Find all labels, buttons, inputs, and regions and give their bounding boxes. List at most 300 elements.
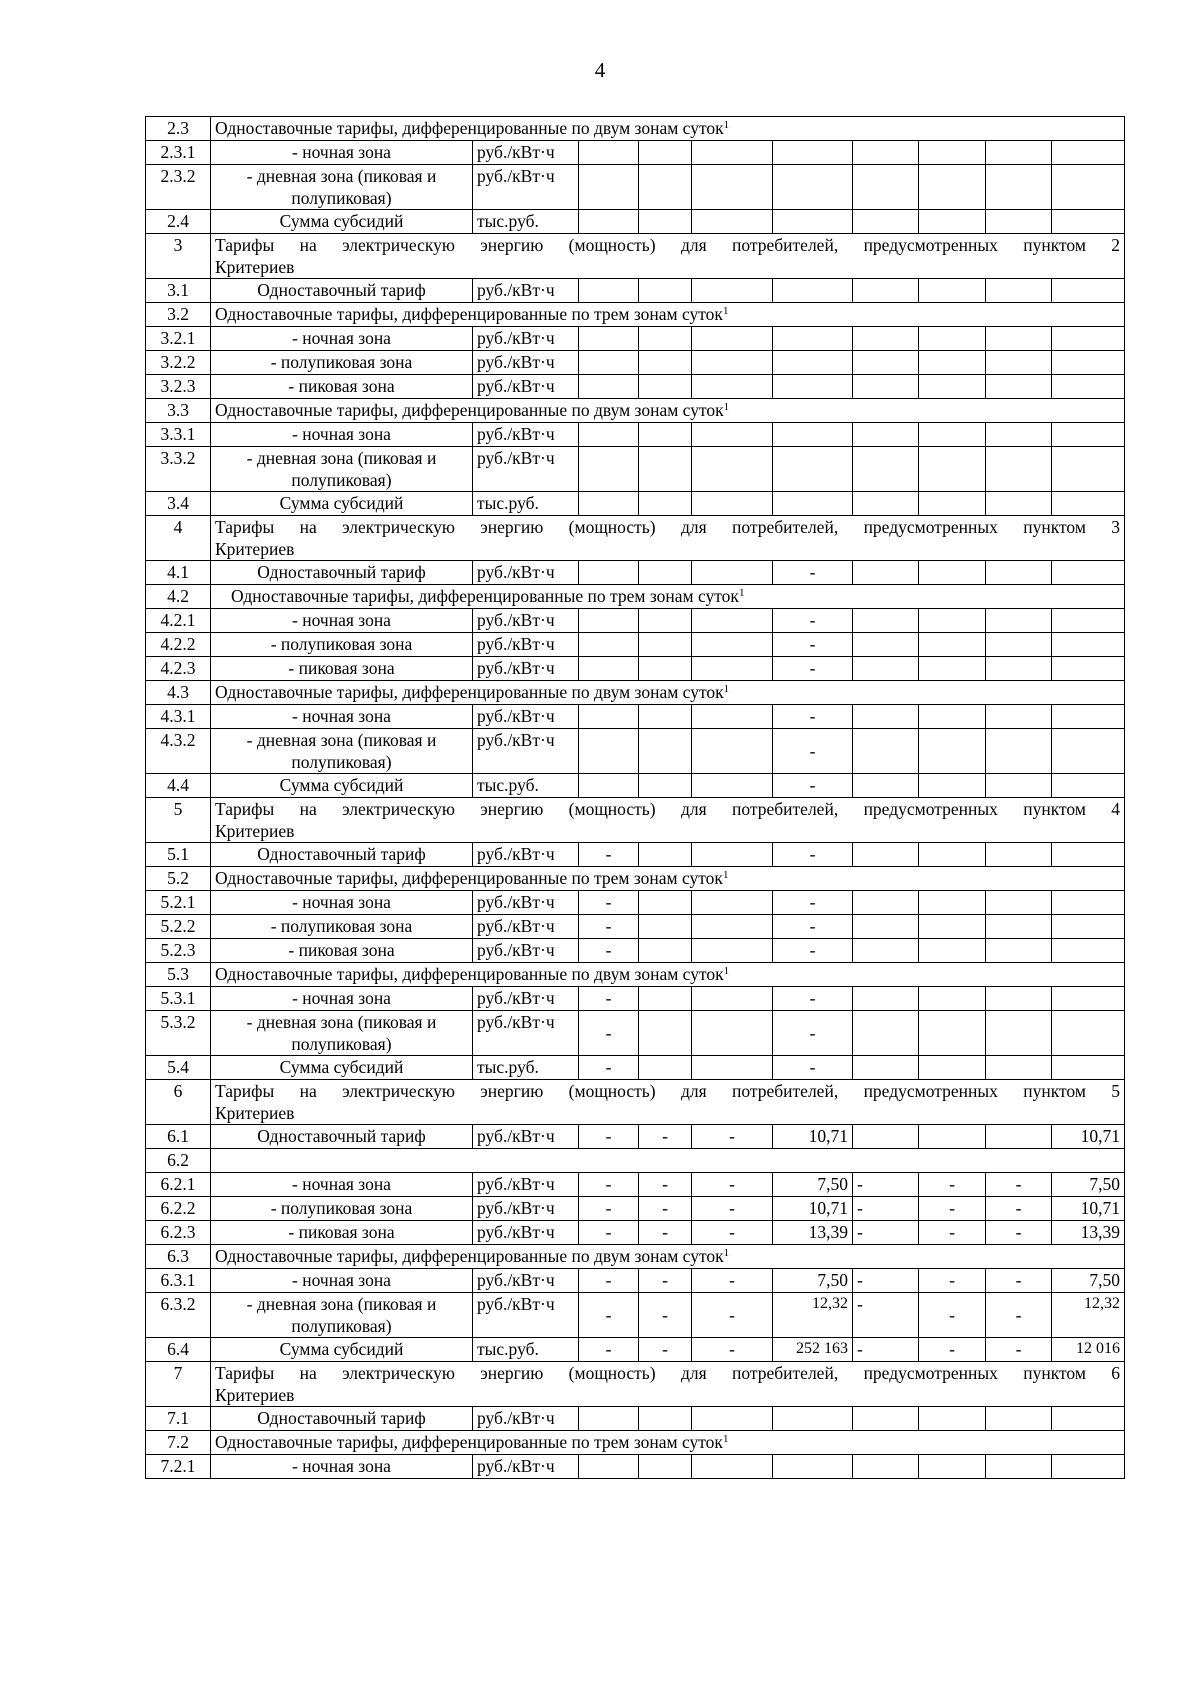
row-name-cell: - полупиковая зона xyxy=(211,915,473,939)
row-number-cell: 6.3.1 xyxy=(146,1269,211,1293)
value-cell: - xyxy=(692,1338,773,1362)
table-row xyxy=(146,399,1125,423)
value-cell xyxy=(919,423,986,447)
table-row xyxy=(146,609,1125,633)
value-cell xyxy=(692,1056,773,1080)
value-cell xyxy=(692,279,773,303)
value-cell xyxy=(853,492,919,516)
value-cell: - xyxy=(639,1197,692,1221)
value-cell xyxy=(853,561,919,585)
row-number-cell: 7 xyxy=(146,1362,211,1407)
value-cell: - xyxy=(579,987,639,1011)
section-heading-cell xyxy=(211,303,1125,327)
table-row xyxy=(146,1269,1125,1293)
value-cell: - xyxy=(773,843,853,867)
section-heading-text: Тарифы на электрическую энергию (мощность) для потребителей, предусмотренных пунктом 4 xyxy=(215,799,1121,819)
section-heading-text: Одноставочные тарифы, дифференцированные по двум зонам суток xyxy=(215,400,724,420)
value-cell: - xyxy=(773,561,853,585)
value-cell xyxy=(692,210,773,234)
value-cell xyxy=(986,561,1052,585)
row-number-cell: 5.3.1 xyxy=(146,987,211,1011)
table-row xyxy=(146,327,1125,351)
value-cell: - xyxy=(853,1338,919,1362)
unit-cell: руб./кВт·ч xyxy=(473,609,579,633)
table-row xyxy=(146,729,1125,774)
unit-cell: руб./кВт·ч xyxy=(473,1455,579,1479)
table-row xyxy=(146,561,1125,585)
value-cell xyxy=(1052,492,1125,516)
value-cell: 12 016 xyxy=(1052,1338,1125,1362)
section-heading-cell xyxy=(211,1431,1125,1455)
value-cell xyxy=(986,1011,1052,1056)
row-number-cell: 5.1 xyxy=(146,843,211,867)
value-cell xyxy=(919,375,986,399)
value-cell xyxy=(692,705,773,729)
table-row xyxy=(146,516,1125,561)
value-cell xyxy=(1052,843,1125,867)
value-cell xyxy=(986,165,1052,210)
value-cell xyxy=(919,1455,986,1479)
value-cell xyxy=(639,492,692,516)
value-cell xyxy=(639,609,692,633)
table-row xyxy=(146,939,1125,963)
value-cell xyxy=(919,165,986,210)
value-cell xyxy=(853,891,919,915)
value-cell: 10,71 xyxy=(773,1125,853,1149)
row-name-cell: Сумма субсидий xyxy=(211,1338,473,1362)
value-cell xyxy=(986,210,1052,234)
value-cell xyxy=(692,447,773,492)
value-cell xyxy=(1052,1056,1125,1080)
row-name-cell: - ночная зона xyxy=(211,891,473,915)
value-cell: - xyxy=(579,843,639,867)
value-cell xyxy=(692,939,773,963)
value-cell: - xyxy=(986,1338,1052,1362)
section-heading-cell xyxy=(211,963,1125,987)
value-cell xyxy=(692,891,773,915)
value-cell xyxy=(986,657,1052,681)
table-row xyxy=(146,141,1125,165)
value-cell xyxy=(639,987,692,1011)
value-cell xyxy=(639,657,692,681)
unit-cell: руб./кВт·ч xyxy=(473,891,579,915)
section-heading-text: Одноставочные тарифы, дифференцированные по двум зонам суток xyxy=(215,682,724,702)
unit-cell: тыс.руб. xyxy=(473,210,579,234)
table-row xyxy=(146,867,1125,891)
value-cell: - xyxy=(692,1293,773,1338)
table-row xyxy=(146,1221,1125,1245)
value-cell xyxy=(639,210,692,234)
value-cell xyxy=(919,939,986,963)
value-cell xyxy=(692,141,773,165)
unit-cell: тыс.руб. xyxy=(473,492,579,516)
value-cell xyxy=(919,1056,986,1080)
row-number-cell: 5.3 xyxy=(146,963,211,987)
value-cell xyxy=(919,447,986,492)
value-cell: - xyxy=(579,1197,639,1221)
value-cell xyxy=(1052,1455,1125,1479)
table-row xyxy=(146,963,1125,987)
value-cell xyxy=(639,1455,692,1479)
value-cell: - xyxy=(692,1197,773,1221)
value-cell: - xyxy=(853,1293,919,1338)
value-cell xyxy=(639,1407,692,1431)
value-cell: - xyxy=(853,1269,919,1293)
unit-cell: руб./кВт·ч xyxy=(473,705,579,729)
value-cell xyxy=(919,1011,986,1056)
value-cell: - xyxy=(579,891,639,915)
value-cell xyxy=(692,561,773,585)
value-cell xyxy=(579,729,639,774)
unit-cell: руб./кВт·ч xyxy=(473,351,579,375)
section-heading-cell xyxy=(211,585,1125,609)
section-heading-text: Тарифы на электрическую энергию (мощность) для потребителей, предусмотренных пунктом 3 xyxy=(215,517,1121,537)
value-cell xyxy=(773,1455,853,1479)
value-cell xyxy=(986,447,1052,492)
value-cell: - xyxy=(579,1173,639,1197)
value-cell xyxy=(986,1407,1052,1431)
row-name-cell: - ночная зона xyxy=(211,609,473,633)
value-cell xyxy=(1052,1011,1125,1056)
unit-cell: руб./кВт·ч xyxy=(473,327,579,351)
value-cell xyxy=(919,210,986,234)
section-heading-cell xyxy=(211,798,1125,843)
value-cell xyxy=(1052,657,1125,681)
value-cell xyxy=(986,939,1052,963)
value-cell xyxy=(692,609,773,633)
row-name-cell: - ночная зона xyxy=(211,1173,473,1197)
value-cell xyxy=(919,351,986,375)
value-cell: - xyxy=(986,1293,1052,1338)
footnote-marker: 1 xyxy=(722,1433,729,1445)
value-cell xyxy=(639,1011,692,1056)
value-cell xyxy=(579,705,639,729)
row-number-cell: 3 xyxy=(146,234,211,279)
value-cell xyxy=(986,705,1052,729)
table-row xyxy=(146,915,1125,939)
table-row xyxy=(146,657,1125,681)
section-heading-text: Одноставочные тарифы, дифференцированные по двум зонам суток xyxy=(215,1246,724,1266)
value-cell xyxy=(692,1455,773,1479)
value-cell xyxy=(1052,351,1125,375)
value-cell: - xyxy=(986,1221,1052,1245)
value-cell: - xyxy=(919,1269,986,1293)
section-heading-text: Одноставочные тарифы, дифференцированные по трем зонам суток xyxy=(231,586,739,606)
table-row xyxy=(146,1293,1125,1338)
section-heading-text: Одноставочные тарифы, дифференцированные по двум зонам суток xyxy=(215,964,724,984)
footnote-marker: 1 xyxy=(723,965,730,977)
unit-cell: руб./кВт·ч xyxy=(473,1407,579,1431)
table-row xyxy=(146,1362,1125,1407)
row-name-cell: - пиковая зона xyxy=(211,657,473,681)
value-cell xyxy=(853,774,919,798)
value-cell xyxy=(639,141,692,165)
unit-cell: руб./кВт·ч xyxy=(473,1197,579,1221)
value-cell xyxy=(853,423,919,447)
unit-cell: руб./кВт·ч xyxy=(473,1293,579,1338)
value-cell xyxy=(639,705,692,729)
value-cell xyxy=(1052,210,1125,234)
row-name-cell: Одноставочный тариф xyxy=(211,843,473,867)
section-heading-text-continued: Критериев xyxy=(215,1385,295,1405)
value-cell xyxy=(1052,729,1125,774)
table-row xyxy=(146,165,1125,210)
row-number-cell: 5.3.2 xyxy=(146,1011,211,1056)
row-number-cell: 5.2.3 xyxy=(146,939,211,963)
value-cell: 252 163 xyxy=(773,1338,853,1362)
value-cell xyxy=(773,165,853,210)
value-cell xyxy=(853,327,919,351)
value-cell xyxy=(692,1011,773,1056)
value-cell xyxy=(853,1011,919,1056)
value-cell: - xyxy=(773,891,853,915)
value-cell xyxy=(639,1056,692,1080)
row-number-cell: 4.3 xyxy=(146,681,211,705)
unit-cell: руб./кВт·ч xyxy=(473,423,579,447)
value-cell xyxy=(919,657,986,681)
value-cell xyxy=(1052,915,1125,939)
unit-cell: руб./кВт·ч xyxy=(473,561,579,585)
value-cell: 7,50 xyxy=(773,1269,853,1293)
row-name-cell: - ночная зона xyxy=(211,987,473,1011)
value-cell xyxy=(1052,633,1125,657)
row-number-cell: 2.3.2 xyxy=(146,165,211,210)
row-name-cell: - полупиковая зона xyxy=(211,351,473,375)
row-number-cell: 3.2.1 xyxy=(146,327,211,351)
row-name-cell: - ночная зона xyxy=(211,1455,473,1479)
value-cell xyxy=(853,1125,919,1149)
value-cell xyxy=(986,609,1052,633)
value-cell xyxy=(1052,561,1125,585)
value-cell xyxy=(639,891,692,915)
row-number-cell: 5.2.2 xyxy=(146,915,211,939)
value-cell xyxy=(1052,705,1125,729)
value-cell xyxy=(579,141,639,165)
row-number-cell: 7.1 xyxy=(146,1407,211,1431)
unit-cell: руб./кВт·ч xyxy=(473,915,579,939)
value-cell xyxy=(986,729,1052,774)
row-name-cell: - ночная зона xyxy=(211,141,473,165)
value-cell xyxy=(773,141,853,165)
value-cell xyxy=(919,633,986,657)
value-cell xyxy=(986,843,1052,867)
value-cell xyxy=(1052,447,1125,492)
value-cell: - xyxy=(692,1221,773,1245)
value-cell xyxy=(692,987,773,1011)
value-cell xyxy=(579,609,639,633)
row-name-cell: - дневная зона (пиковая и полупиковая) xyxy=(211,1011,473,1056)
row-name-cell: - дневная зона (пиковая и полупиковая) xyxy=(211,1293,473,1338)
value-cell xyxy=(639,375,692,399)
value-cell xyxy=(853,351,919,375)
table-row xyxy=(146,1080,1125,1125)
unit-cell: руб./кВт·ч xyxy=(473,165,579,210)
value-cell: - xyxy=(986,1197,1052,1221)
value-cell xyxy=(986,915,1052,939)
value-cell: - xyxy=(773,987,853,1011)
value-cell xyxy=(692,165,773,210)
value-cell xyxy=(986,351,1052,375)
value-cell: - xyxy=(579,1011,639,1056)
value-cell xyxy=(986,375,1052,399)
value-cell xyxy=(579,1407,639,1431)
value-cell xyxy=(853,1056,919,1080)
value-cell xyxy=(692,375,773,399)
value-cell xyxy=(919,987,986,1011)
section-heading-text: Одноставочные тарифы, дифференцированные по двум зонам суток xyxy=(215,118,724,138)
value-cell: - xyxy=(919,1338,986,1362)
row-number-cell: 6.2.3 xyxy=(146,1221,211,1245)
row-number-cell: 3.3.1 xyxy=(146,423,211,447)
section-heading-text: Тарифы на электрическую энергию (мощность) для потребителей, предусмотренных пунктом 5 xyxy=(215,1081,1121,1101)
value-cell: - xyxy=(773,915,853,939)
value-cell xyxy=(1052,891,1125,915)
value-cell xyxy=(853,375,919,399)
row-number-cell: 2.4 xyxy=(146,210,211,234)
row-number-cell: 7.2.1 xyxy=(146,1455,211,1479)
value-cell: - xyxy=(853,1173,919,1197)
value-cell: 12,32 xyxy=(773,1293,853,1338)
unit-cell: руб./кВт·ч xyxy=(473,141,579,165)
row-number-cell: 3.2.3 xyxy=(146,375,211,399)
value-cell xyxy=(579,633,639,657)
value-cell: - xyxy=(853,1197,919,1221)
row-number-cell: 7.2 xyxy=(146,1431,211,1455)
value-cell xyxy=(692,423,773,447)
value-cell xyxy=(919,729,986,774)
page-number: 4 xyxy=(594,58,606,82)
value-cell: - xyxy=(773,705,853,729)
unit-cell: руб./кВт·ч xyxy=(473,843,579,867)
value-cell xyxy=(692,774,773,798)
value-cell: - xyxy=(692,1173,773,1197)
value-cell xyxy=(853,915,919,939)
section-heading-text-continued: Критериев xyxy=(215,821,295,841)
value-cell xyxy=(579,1455,639,1479)
value-cell xyxy=(919,327,986,351)
row-name-cell: Сумма субсидий xyxy=(211,210,473,234)
value-cell xyxy=(692,351,773,375)
value-cell xyxy=(919,1125,986,1149)
row-name-cell: Одноставочный тариф xyxy=(211,279,473,303)
section-heading-cell xyxy=(211,1080,1125,1125)
value-cell xyxy=(853,279,919,303)
value-cell: - xyxy=(579,915,639,939)
section-heading-cell xyxy=(211,681,1125,705)
table-row xyxy=(146,117,1125,141)
row-number-cell: 6.1 xyxy=(146,1125,211,1149)
value-cell xyxy=(579,774,639,798)
row-name-cell: - дневная зона (пиковая и полупиковая) xyxy=(211,729,473,774)
section-heading-cell xyxy=(211,234,1125,279)
table-row xyxy=(146,681,1125,705)
table-row xyxy=(146,987,1125,1011)
value-cell xyxy=(1052,279,1125,303)
value-cell xyxy=(1052,774,1125,798)
value-cell xyxy=(639,327,692,351)
row-number-cell: 3.3.2 xyxy=(146,447,211,492)
value-cell xyxy=(579,423,639,447)
value-cell: - xyxy=(919,1197,986,1221)
row-number-cell: 6.2.1 xyxy=(146,1173,211,1197)
table-row xyxy=(146,423,1125,447)
value-cell: - xyxy=(639,1269,692,1293)
unit-cell: тыс.руб. xyxy=(473,1056,579,1080)
row-name-cell: - ночная зона xyxy=(211,705,473,729)
value-cell xyxy=(919,492,986,516)
row-name-cell: - полупиковая зона xyxy=(211,633,473,657)
unit-cell: руб./кВт·ч xyxy=(473,1221,579,1245)
value-cell: - xyxy=(639,1125,692,1149)
row-name-cell: - ночная зона xyxy=(211,423,473,447)
value-cell: - xyxy=(579,1221,639,1245)
value-cell xyxy=(692,633,773,657)
value-cell xyxy=(853,609,919,633)
table-row xyxy=(146,303,1125,327)
value-cell xyxy=(773,279,853,303)
value-cell xyxy=(986,1125,1052,1149)
row-number-cell: 3.4 xyxy=(146,492,211,516)
table-row xyxy=(146,1011,1125,1056)
row-number-cell: 5.4 xyxy=(146,1056,211,1080)
value-cell xyxy=(639,939,692,963)
table-row xyxy=(146,1455,1125,1479)
value-cell: - xyxy=(853,1221,919,1245)
value-cell: - xyxy=(773,1011,853,1056)
row-name-cell: - пиковая зона xyxy=(211,1221,473,1245)
value-cell: 7,50 xyxy=(1052,1173,1125,1197)
value-cell: - xyxy=(919,1293,986,1338)
value-cell xyxy=(919,141,986,165)
value-cell xyxy=(1052,327,1125,351)
value-cell xyxy=(773,351,853,375)
value-cell xyxy=(853,657,919,681)
section-heading-text-continued: Критериев xyxy=(215,539,295,559)
value-cell: - xyxy=(692,1125,773,1149)
footnote-marker: 1 xyxy=(723,683,730,695)
value-cell xyxy=(853,705,919,729)
value-cell xyxy=(639,165,692,210)
row-number-cell: 4.3.1 xyxy=(146,705,211,729)
value-cell xyxy=(773,1407,853,1431)
row-number-cell: 4.2.2 xyxy=(146,633,211,657)
value-cell xyxy=(1052,375,1125,399)
value-cell xyxy=(692,492,773,516)
value-cell xyxy=(986,633,1052,657)
value-cell xyxy=(1052,165,1125,210)
row-number-cell: 5.2.1 xyxy=(146,891,211,915)
table-row xyxy=(146,705,1125,729)
value-cell: 13,39 xyxy=(773,1221,853,1245)
value-cell: - xyxy=(773,1056,853,1080)
tariff-table xyxy=(145,116,1125,1479)
table-row xyxy=(146,210,1125,234)
table-row xyxy=(146,633,1125,657)
value-cell xyxy=(692,843,773,867)
unit-cell: руб./кВт·ч xyxy=(473,657,579,681)
value-cell xyxy=(853,1407,919,1431)
row-number-cell: 5 xyxy=(146,798,211,843)
table-row xyxy=(146,774,1125,798)
unit-cell: руб./кВт·ч xyxy=(473,1269,579,1293)
row-number-cell: 6.3.2 xyxy=(146,1293,211,1338)
row-number-cell: 4.2.3 xyxy=(146,657,211,681)
value-cell xyxy=(986,774,1052,798)
footnote-marker: 1 xyxy=(723,119,730,131)
table-row xyxy=(146,1125,1125,1149)
row-name-cell: - ночная зона xyxy=(211,1269,473,1293)
value-cell xyxy=(853,843,919,867)
